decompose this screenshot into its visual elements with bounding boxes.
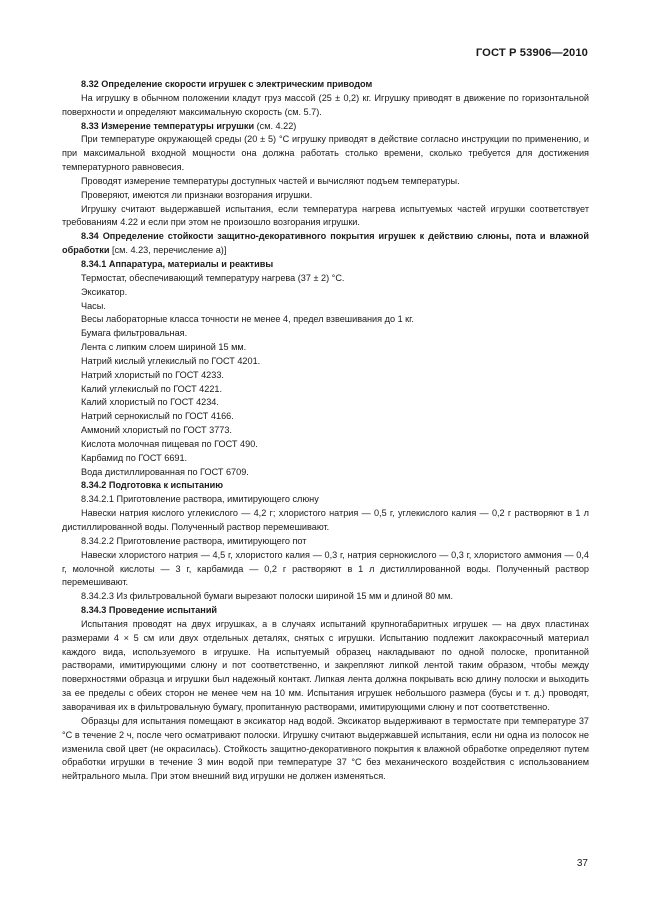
paragraph-text: Натрий кислый углекислый по ГОСТ 4201. (81, 355, 261, 366)
paragraph-text: Часы. (81, 300, 106, 311)
heading-text: 8.34.3 Проведение испытаний (81, 605, 218, 616)
paragraph-text: Бумага фильтровальная. (81, 328, 188, 339)
paragraph-text: 8.34.2.2 Приготовление раствора, имитирующего пот (81, 535, 307, 546)
paragraph (62, 189, 589, 203)
paragraph (62, 535, 589, 549)
paragraph (62, 452, 589, 466)
document-code: ГОСТ Р 53906—2010 (475, 47, 588, 59)
heading-text: 8.34.1 Аппаратура, материалы и реактивы (81, 258, 274, 269)
paragraph-text: Навески хлористого натрия — 4,5 г, хлористого калия — 0,3 г, натрия сернокислого — 0,3 г, хлористого аммония — 0,4 г, молочной кислоты — 3 г, карбамида — 0,2 г растворяют в 1 л дистиллированной воды. Полученный раствор перемешивают. (62, 549, 589, 588)
paragraph (62, 355, 589, 369)
paragraph (62, 300, 589, 314)
paragraph (62, 493, 589, 507)
paragraph-text: Эксикатор. (81, 286, 128, 297)
paragraph-text: Кислота молочная пищевая по ГОСТ 490. (81, 438, 258, 449)
paragraph-text: Игрушку считают выдержавшей испытания, если температура нагрева испытуемых частей игрушки соответствует требованиям 4.22 и если при этом не произошло возгорания игрушки. (62, 203, 589, 228)
paragraph (62, 715, 589, 784)
paragraph (62, 272, 589, 286)
paragraph-text: Проводят измерение температуры доступных частей и вычисляют подъем температуры. (81, 175, 460, 186)
paragraph (62, 549, 589, 591)
paragraph (62, 203, 589, 231)
paragraph (62, 424, 589, 438)
paragraph (62, 383, 589, 397)
paragraph-text: 8.34.2.1 Приготовление раствора, имитирующего слюну (81, 494, 319, 505)
paragraph (62, 590, 589, 604)
paragraph (62, 507, 589, 535)
paragraph-text: Навески натрия кислого углекислого — 4,2 г; хлористого натрия — 0,5 г, углекислого калия — 0,2 г растворяют в 1 л дистиллированной воды. Полученный раствор перемешивают. (62, 508, 589, 532)
paragraph-text: Карбамид по ГОСТ 6691. (81, 452, 188, 463)
paragraph (62, 327, 589, 341)
heading-text: 8.33 Измерение температуры игрушки (81, 120, 255, 131)
paragraph-text: Испытания проводят на двух игрушках, а в случаях испытаний крупногабаритных игрушек — на двух пластинах размерами 4 × 5 см или двух отдельных деталях, снятых с игрушки. Испытанию подлежит лакокрасочный материал каждого вида, используемого в игрушке. На испытуемый образец накладывают по одной полоске, пропитанной растворами, имитирующими слюну и пот соответственно, и закрепляют липкой лентой таким образом, чтобы между поверхностями образца и игрушки был надежный контакт. Липкая лента должна покрывать всю длину полоски и выходить за ее пределы с обеих сторон не менее чем на 10 мм. Испытания игрушек небольшого размера (бусы и т. д.) проводят, заворачивая их в фильтровальную бумагу, пропитанную растворами, имитирующими слюну и пот соответственно. (62, 618, 589, 712)
paragraph (62, 410, 589, 424)
paragraph-text: Весы лабораторные класса точности не менее 4, предел взвешивания до 1 кг. (81, 314, 414, 325)
paragraph-text: При температуре окружающей среды (20 ± 5) °С игрушку приводят в действие согласно инструкции по применению, и при максимальной входной мощности она должна работать столько времени, сколько требуется для достижения температурного равновесия. (62, 134, 589, 173)
paragraph (62, 313, 589, 327)
section-heading (62, 78, 589, 92)
paragraph (62, 341, 589, 355)
paragraph-text: Натрий сернокислый по ГОСТ 4166. (81, 411, 234, 422)
page-number: 37 (576, 858, 588, 869)
document-body (62, 78, 589, 784)
heading-text: 8.34.2 Подготовка к испытанию (81, 480, 223, 491)
paragraph (62, 369, 589, 383)
paragraph (62, 618, 589, 715)
section-heading (62, 230, 589, 258)
paragraph-text: [см. 4.23, перечисление а)] (109, 245, 227, 256)
paragraph-text: На игрушку в обычном положении кладут груз массой (25 ± 0,2) кг. Игрушку приводят в движение по горизонтальной поверхности и определяют максимальную скорость (см. 5.7). (62, 92, 589, 117)
paragraph-text: (см. 4.22) (254, 120, 297, 131)
heading-text: 8.32 Определение скорости игрушек с электрическим приводом (81, 79, 373, 89)
paragraph (62, 175, 589, 189)
section-heading (62, 479, 589, 493)
paragraph-text: Образцы для испытания помещают в эксикатор над водой. Эксикатор выдерживают в термостате при температуре 37 °С в течение 2 ч, после чего осматривают полоски. Игрушку считают выдержавшей испытания, если ни одна из полосок не изменила свой цвет (не окрасилась). Стойкость защитно-декоративного покрытия к влажной обработке определяют путем обработки игрушки в течение 3 мин водой при температуре 37 °С без механического воздействия с использованием нейтрального мыла. При этом внешний вид игрушки не должен изменяться. (62, 715, 589, 782)
paragraph (62, 438, 589, 452)
paragraph-text: Термостат, обеспечивающий температуру нагрева (37 ± 2) °С. (81, 272, 345, 283)
paragraph-text: Лента с липким слоем шириной 15 мм. (81, 342, 247, 353)
section-heading (62, 258, 589, 272)
heading-text: 8.34 Определение стойкости защитно-декоративного покрытия игрушек к действию слюны, пота и влажной обработки (62, 231, 589, 256)
paragraph-text: 8.34.2.3 Из фильтровальной бумаги вырезают полоски шириной 15 мм и длиной 80 мм. (81, 591, 454, 602)
paragraph (62, 396, 589, 410)
paragraph-text: Аммоний хлористый по ГОСТ 3773. (81, 425, 232, 436)
section-heading (62, 120, 589, 134)
paragraph (62, 133, 589, 175)
section-heading (62, 604, 589, 618)
paragraph (62, 92, 589, 120)
paragraph (62, 286, 589, 300)
paragraph-text: Калий хлористый по ГОСТ 4234. (81, 397, 219, 408)
paragraph-text: Проверяют, имеются ли признаки возгорания игрушки. (81, 189, 313, 200)
paragraph-text: Вода дистиллированная по ГОСТ 6709. (81, 466, 249, 477)
paragraph (62, 466, 589, 480)
paragraph-text: Натрий хлористый по ГОСТ 4233. (81, 369, 224, 380)
paragraph-text: Калий углекислый по ГОСТ 4221. (81, 383, 223, 394)
